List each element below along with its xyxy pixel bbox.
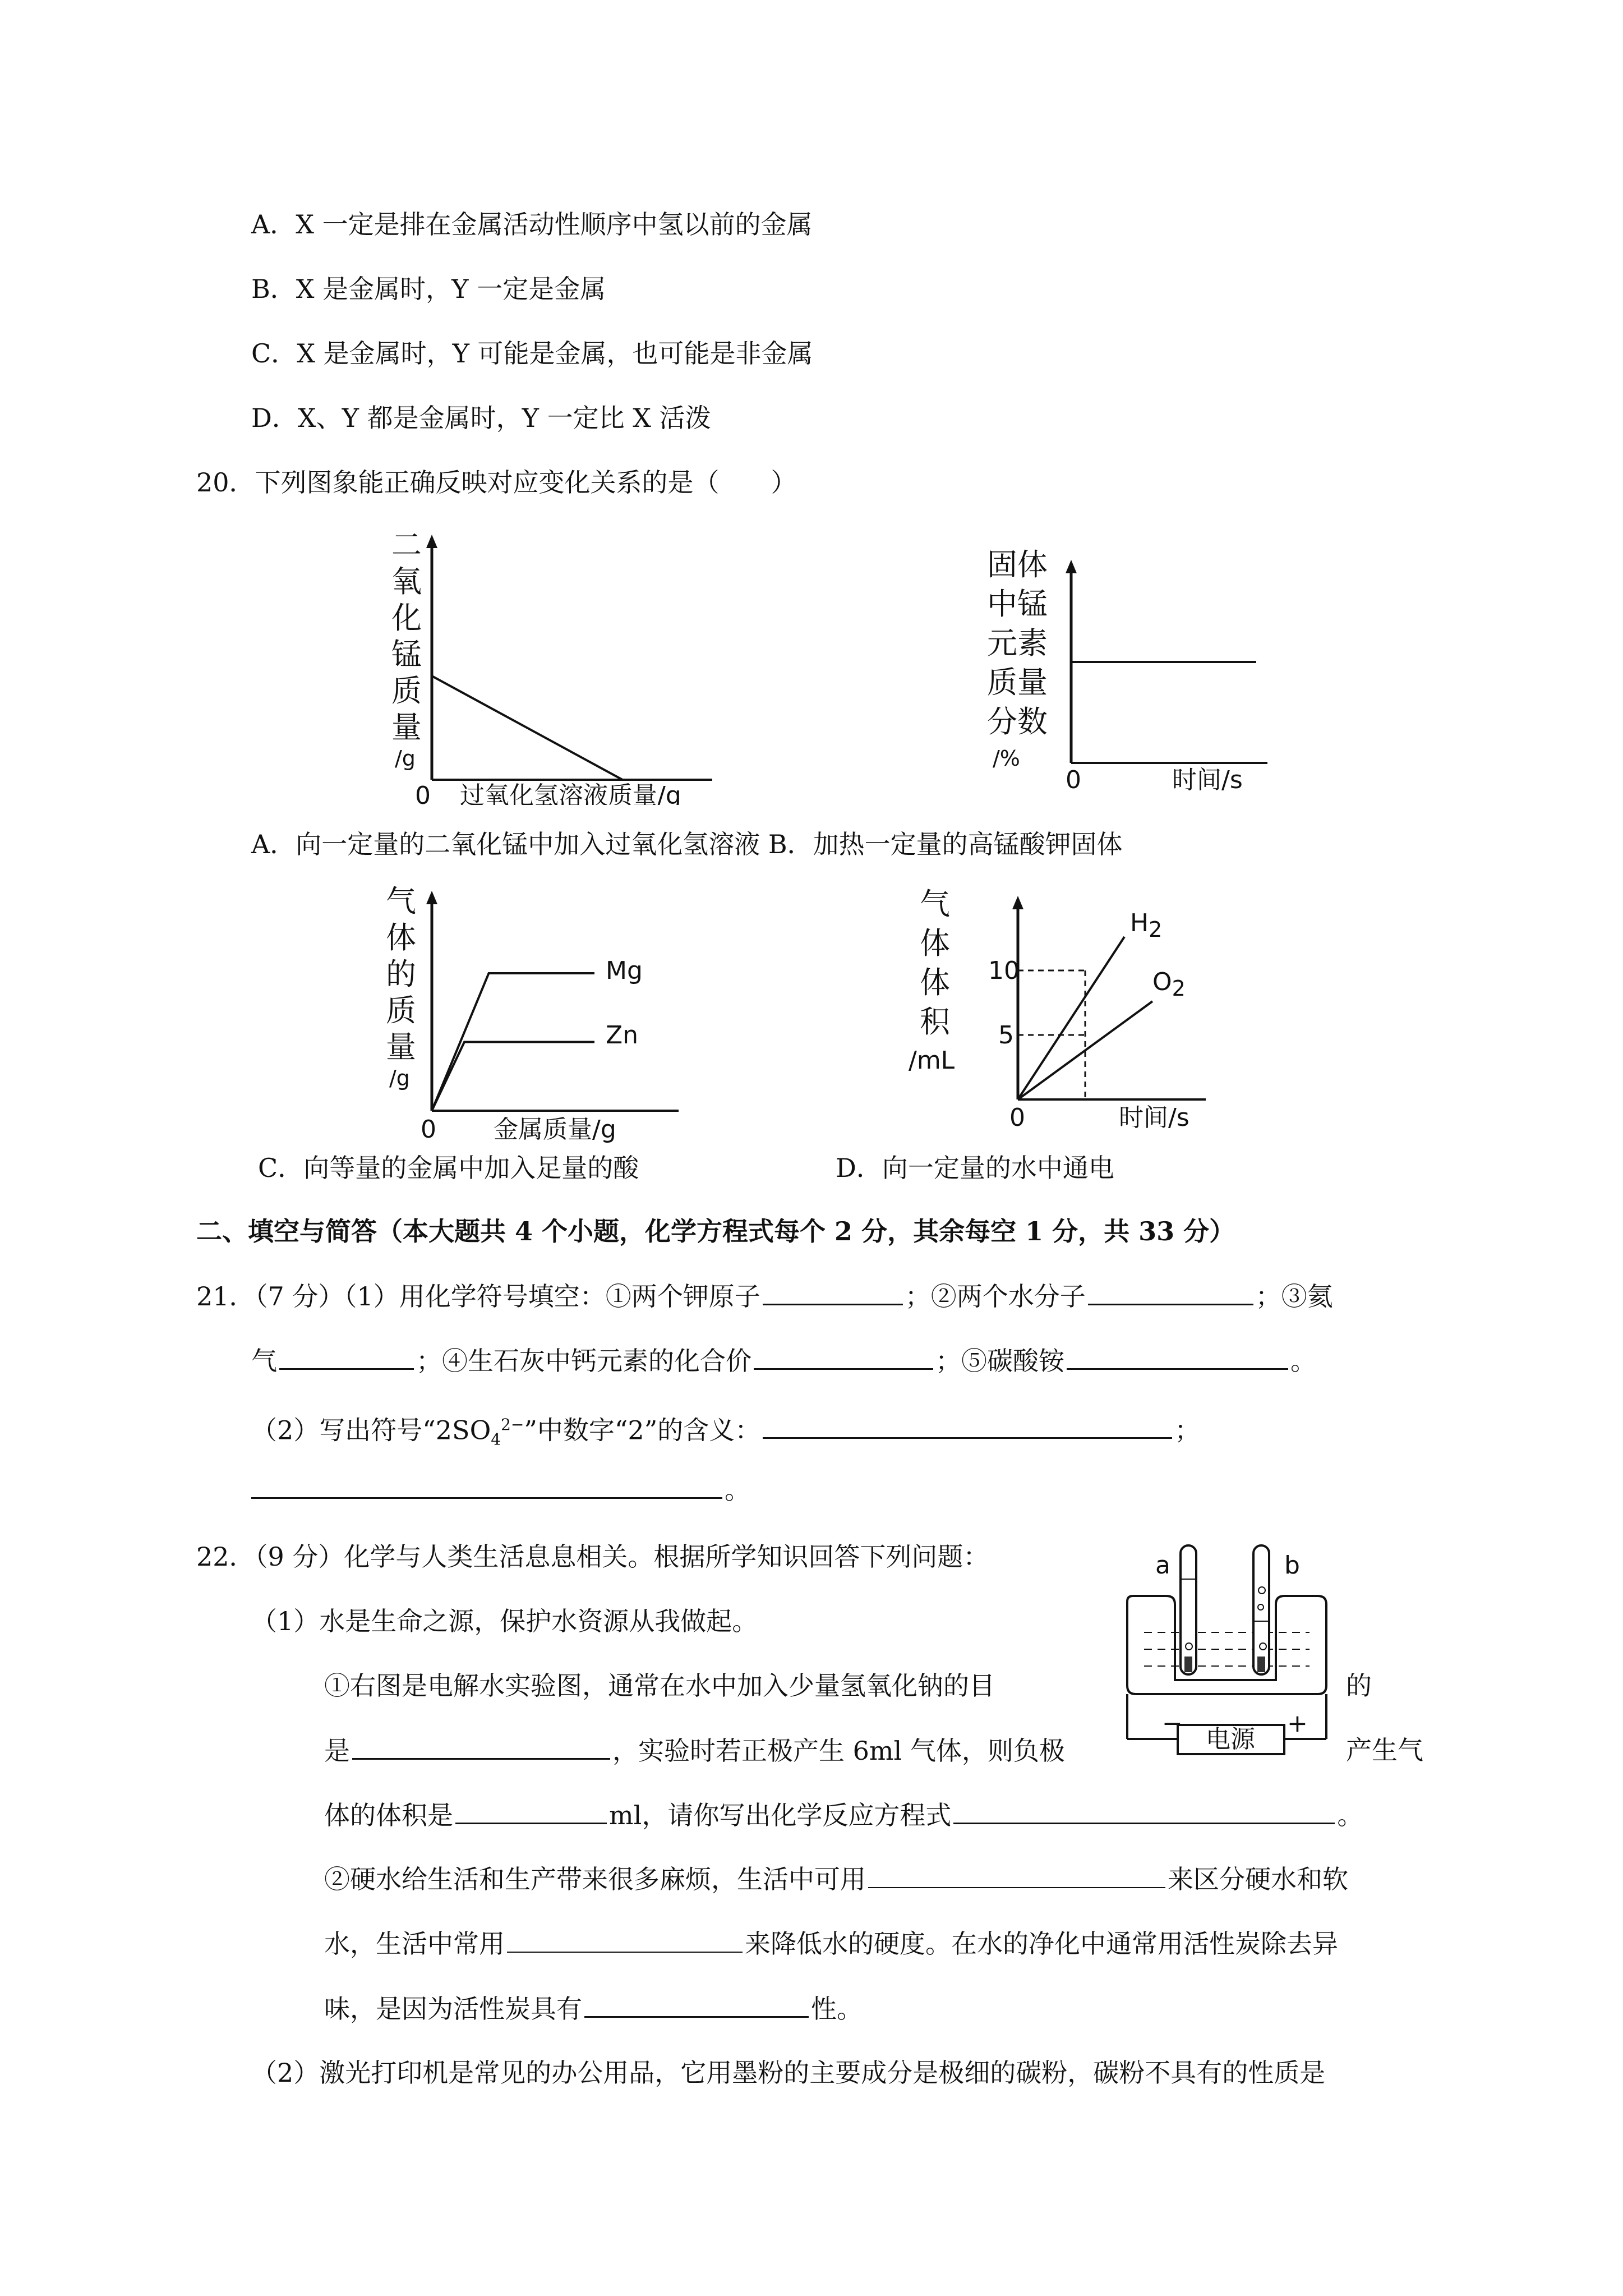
chart-b-yunit: /% [993,746,1020,771]
chart-d-series-h2 [1018,937,1124,1099]
q20-caption-ab: A．向一定量的二氧化锰中加入过氧化氢溶液 B．加热一定量的高锰酸钾固体 [251,829,1123,859]
q21-blank-7[interactable] [251,1473,722,1499]
q22-line-4 [324,1733,1065,1768]
electrolysis-apparatus [1116,1534,1340,1770]
q21-text-3b: ”中数字“2”的含义： [524,1415,761,1446]
trough [1127,1596,1326,1680]
chart-c-ylabel-char: 质 [386,993,416,1028]
q22-blank-4[interactable] [868,1862,1165,1888]
q20-caption-d: D．向一定量的水中通电 [836,1153,1114,1183]
q21-blank-4[interactable] [754,1343,933,1370]
electrolysis-svg [1116,1534,1340,1770]
q21-line-3 [251,1408,1200,1457]
q21-text-2d: 。 [1290,1346,1316,1376]
q22-text-4c: 产生气 [1346,1735,1423,1765]
chart-c-ylabel-char: 体 [386,920,416,955]
chart-a-ylabel [391,527,422,771]
chart-c-label-zn: Zn [606,1021,639,1050]
q21-text-2a: 气 [251,1346,277,1376]
q21-text-2c: ；⑤碳酸铵 [935,1346,1064,1376]
chart-d-label-o2: O2 [1152,968,1186,1001]
chart-a-ylabel-char: 二 [391,527,422,563]
chart-a-ylabel-char: 量 [391,710,422,745]
chart-a-ylabel-char: 化 [391,600,422,636]
chart-a [387,524,723,805]
chart-d-ylabel-char: 体 [920,965,950,1000]
chart-b-ylabel-chars: 固体 [987,547,1048,582]
q22-text-8a: 味，是因为活性炭具有 [324,1994,582,2024]
q22-text-6b: 来区分硬水和软 [1168,1864,1348,1894]
q21-text-1a: 21．（7 分）（1）用化学符号填空：①两个钾原子 [196,1281,760,1312]
chart-d-tick-5: 5 [998,1021,1014,1050]
q22-text-7a: 水，生活中常用 [324,1929,505,1959]
chart-b-ylabel-chars: 中锰 [987,586,1048,622]
tube-b-label: b [1284,1551,1300,1580]
q22-text-7b: 来降低水的硬度。在水的净化中通常用活性炭除去异 [745,1929,1338,1959]
chart-b-origin: 0 [1066,766,1081,794]
trough-outer [1127,1616,1326,1694]
chart-b [987,544,1279,802]
q22-line-7 [324,1927,1338,1961]
q22-line-5 [324,1798,1363,1832]
chart-b-ylabel-chars: 质量 [987,665,1048,700]
q21-blank-1[interactable] [763,1279,903,1305]
power-plus: + [1287,1709,1308,1738]
q22-blank-1[interactable] [352,1733,610,1760]
q22-line-1: 22．（9 分）化学与人类生活息息相关。根据所学知识回答下列问题： [196,1542,989,1572]
chart-b-svg [987,544,1279,802]
q21-text-4: 。 [725,1475,750,1505]
q22-text-5b: ml，请你写出化学反应方程式 [609,1800,952,1830]
q21-subscript: 4 [491,1430,501,1449]
q22-text-3b: 的 [1346,1671,1372,1701]
q22-text-5c: 。 [1337,1800,1363,1830]
q21-text-1b: ；②两个水分子 [905,1281,1086,1312]
chart-a-origin: 0 [415,781,431,805]
section-2-title: 二、填空与简答（本大题共 4 个小题，化学方程式每个 2 分，其余每空 1 分，共 33 分） [196,1216,1235,1246]
q19-option-b: B．X 是金属时，Y 一定是金属 [251,274,606,304]
chart-a-svg [387,524,723,805]
chart-c-y-arrow [426,891,437,904]
q21-line-2 [251,1343,1316,1378]
q20-stem: 20．下列图象能正确反映对应变化关系的是（ ） [196,467,797,498]
q22-line-9: （2）激光打印机是常见的办公用品，它用墨粉的主要成分是极细的碳粉，碳粉不具有的性质是 [251,2058,1326,2088]
power-supply-label: 电源 [1206,1725,1255,1754]
chart-c-ylabel-char: 量 [386,1029,416,1065]
chart-d-y-arrow [1012,896,1023,909]
q21-text-1c: ；③氦 [1255,1281,1333,1312]
q22-line-2: （1）水是生命之源，保护水资源从我做起。 [251,1606,758,1636]
q19-option-d: D．X、Y 都是金属时，Y 一定比 X 活泼 [251,403,711,433]
q22-blank-2[interactable] [455,1798,607,1824]
q19-option-a: A．X 一定是排在金属活动性顺序中氢以前的金属 [251,209,813,240]
q21-text-2b: ；④生石灰中钙元素的化合价 [416,1346,751,1376]
chart-b-ylabel-chars: 分数 [987,704,1048,739]
chart-d-xlabel: 时间/s [1119,1103,1189,1132]
power-minus: − [1162,1709,1183,1738]
chart-c-ylabel-char: 气 [386,884,416,919]
chart-d-label-h2: H2 [1130,909,1163,942]
chart-d [897,884,1223,1147]
chart-a-yunit: /g [395,746,416,771]
q22-text-4b: ，实验时若正极产生 6ml 气体，则负极 [612,1736,1065,1766]
electrode-a [1184,1657,1192,1672]
chart-d-ylabel-char: 体 [920,926,950,961]
q22-line-8 [324,1991,863,2026]
chart-a-ylabel-char: 氧 [391,564,422,599]
chart-c-label-mg: Mg [606,956,643,985]
q21-superscript: 2− [501,1415,524,1434]
q22-text-4a: 是 [324,1736,350,1766]
chart-c-xlabel: 金属质量/g [494,1115,616,1144]
chart-d-ylabel [909,886,955,1075]
q21-text-3c: ； [1174,1415,1201,1446]
chart-c-ylabel [386,884,416,1091]
chart-d-ylabel-char: 气 [920,886,950,922]
q21-text-3a: （2）写出符号“2SO [251,1415,491,1446]
tube-a-label: a [1155,1551,1170,1580]
chart-c-yunit: /g [389,1066,410,1091]
chart-c [381,881,695,1144]
tube-a [1181,1545,1196,1674]
q20-caption-c: C．向等量的金属中加入足量的酸 [258,1153,639,1183]
chart-a-ylabel-char: 质 [391,673,422,708]
chart-a-y-arrow [426,535,437,548]
chart-c-ylabel-char: 的 [386,956,416,992]
chart-b-xlabel: 时间/s [1172,766,1243,794]
electrode-b [1257,1657,1265,1672]
chart-d-ylabel-char: 积 [920,1004,950,1039]
chart-b-ylabel [987,547,1048,771]
q21-blank-2[interactable] [1088,1279,1253,1305]
chart-d-svg [897,884,1223,1147]
q21-blank-5[interactable] [1067,1343,1288,1370]
q19-option-c: C．X 是金属时，Y 可能是金属，也可能是非金属 [251,338,813,369]
q21-line-4 [251,1473,750,1507]
chart-d-origin: 0 [1009,1103,1025,1132]
chart-b-y-arrow [1066,560,1077,573]
q22-blank-3[interactable] [953,1798,1335,1824]
q22-blank-5[interactable] [507,1927,743,1953]
q22-line-6 [324,1862,1348,1896]
q22-text-5a: 体的体积是 [324,1800,453,1830]
chart-a-ylabel-char: 锰 [391,637,422,672]
q22-line-3 [324,1669,995,1703]
q22-text-6a: ②硬水给生活和生产带来很多麻烦，生活中可用 [324,1864,866,1894]
q21-line-1 [196,1279,1333,1313]
chart-a-series-line [432,676,623,780]
chart-c-svg [381,881,695,1144]
q22-blank-6[interactable] [584,1991,809,2018]
chart-a-xlabel: 过氧化氢溶液质量/g [460,781,681,805]
q21-blank-3[interactable] [279,1343,414,1370]
q22-text-8b: 性。 [811,1994,863,2024]
chart-d-tick-10: 10 [988,956,1020,985]
chart-b-ylabel-chars: 元素 [987,625,1048,661]
chart-c-origin: 0 [421,1115,436,1144]
chart-d-yunit: /mL [909,1046,955,1075]
q22-text-3a: ①右图是电解水实验图，通常在水中加入少量氢氧化钠的目 [324,1671,995,1701]
q21-blank-6[interactable] [763,1412,1172,1439]
